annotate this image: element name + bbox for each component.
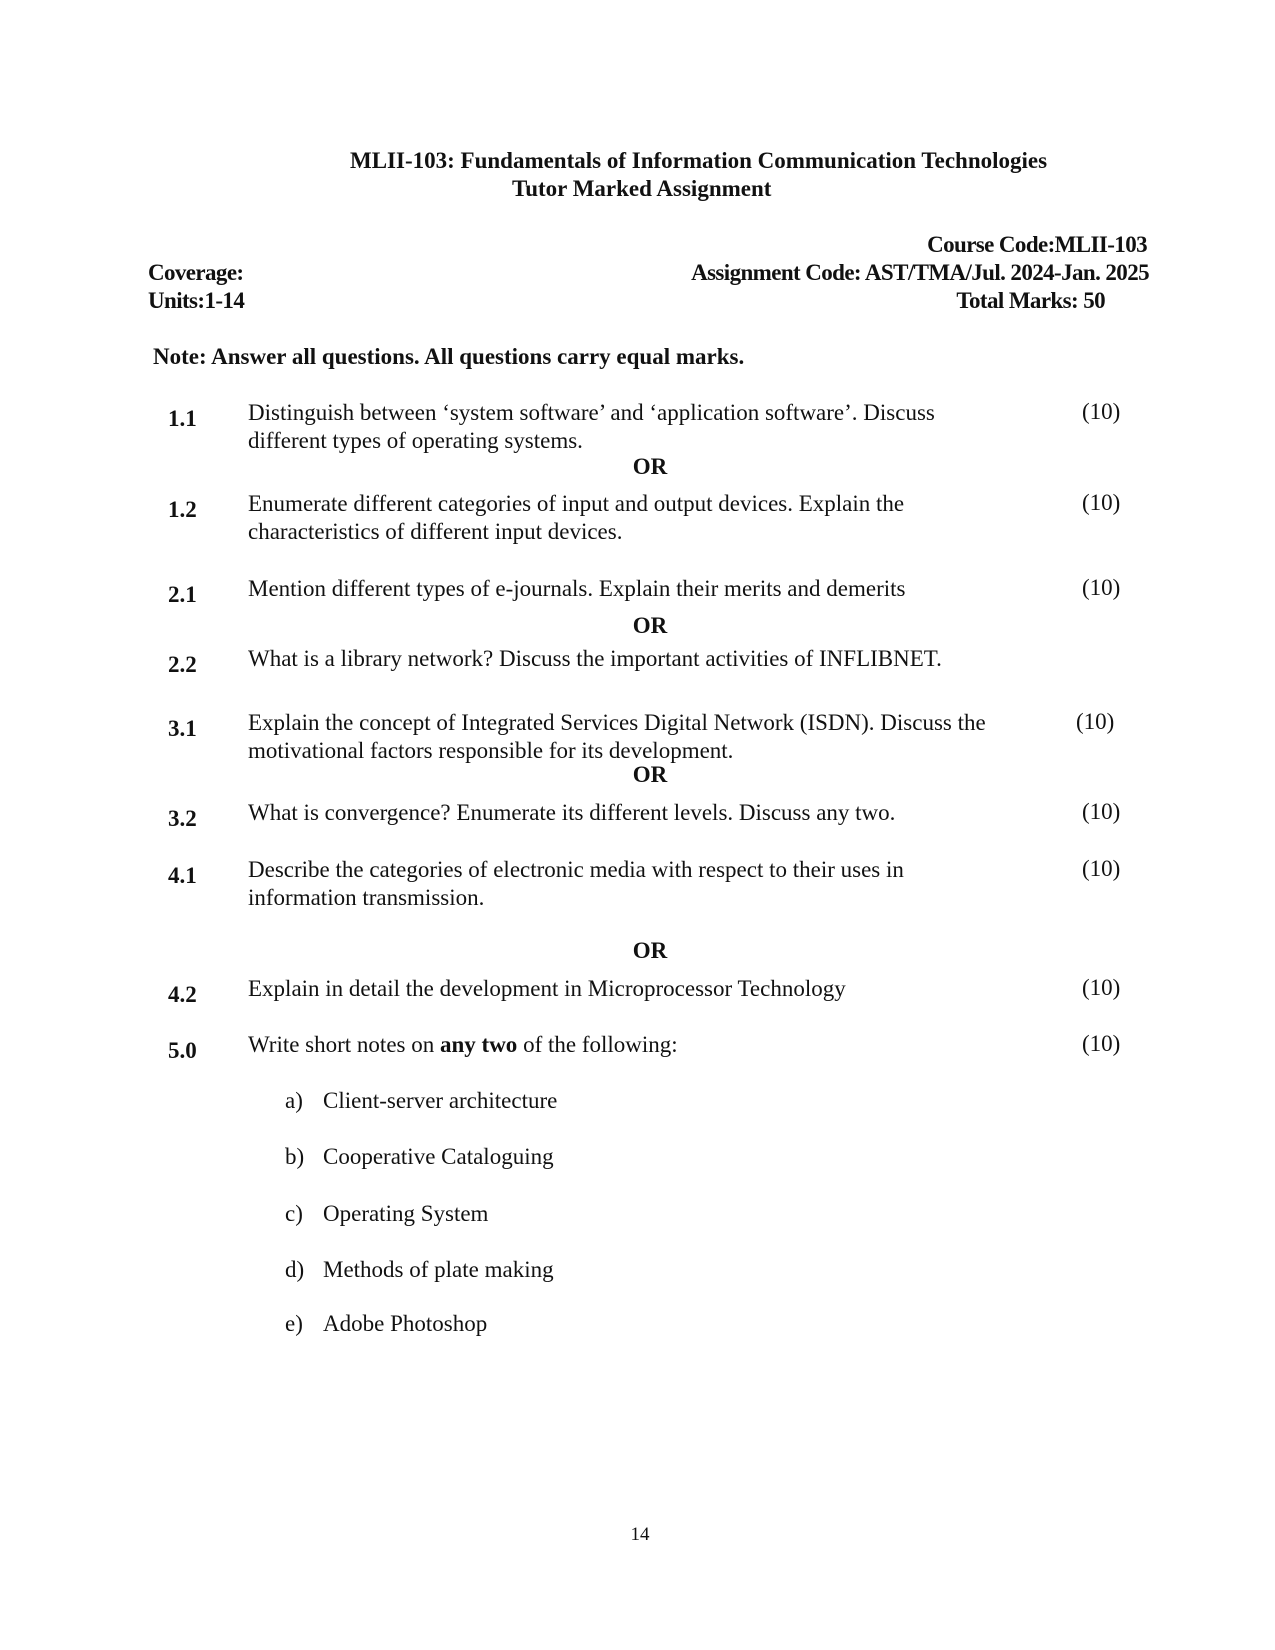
total-marks: Total Marks: 50 bbox=[956, 288, 1105, 313]
question-marks: (10) bbox=[1082, 1031, 1121, 1056]
question-line: Explain in detail the development in Microprocessor Technology bbox=[248, 976, 846, 1001]
question-number: 1.2 bbox=[168, 497, 197, 522]
question-text bbox=[248, 856, 1048, 912]
question-text-part: Write short notes on bbox=[248, 1032, 440, 1057]
question-text-part: of the following: bbox=[517, 1032, 678, 1057]
question-line: characteristics of different input devices. bbox=[248, 519, 623, 544]
question-line: What is convergence? Enumerate its different levels. Discuss any two. bbox=[248, 800, 896, 825]
instructions-note: Note: Answer all questions. All questions carry equal marks. bbox=[153, 344, 745, 369]
option-text: Operating System bbox=[323, 1201, 489, 1226]
question-number: 5.0 bbox=[168, 1038, 197, 1063]
or-divider: OR bbox=[632, 454, 668, 479]
question-marks: (10) bbox=[1082, 575, 1121, 600]
option-text: Adobe Photoshop bbox=[323, 1311, 488, 1336]
page-number: 14 bbox=[630, 1524, 650, 1545]
question-number: 2.2 bbox=[168, 652, 197, 677]
question-line: Mention different types of e-journals. Explain their merits and demerits bbox=[248, 576, 906, 601]
question-text-emphasis: any two bbox=[440, 1032, 518, 1057]
question-number: 3.2 bbox=[168, 806, 197, 831]
question-marks: (10) bbox=[1076, 709, 1115, 734]
units-label: Units:1-14 bbox=[148, 288, 245, 313]
option-letter: c) bbox=[285, 1201, 303, 1226]
option-letter: b) bbox=[285, 1144, 305, 1169]
or-divider: OR bbox=[632, 613, 668, 638]
question-marks: (10) bbox=[1082, 399, 1121, 424]
question-line: What is a library network? Discuss the important activities of INFLIBNET. bbox=[248, 646, 942, 671]
question-text bbox=[248, 799, 1048, 827]
question-text bbox=[248, 575, 1048, 603]
course-code: Course Code:MLII-103 bbox=[927, 232, 1147, 257]
or-divider: OR bbox=[632, 938, 668, 963]
question-text bbox=[248, 975, 1048, 1003]
option-letter: e) bbox=[285, 1311, 303, 1336]
question-marks: (10) bbox=[1082, 975, 1121, 1000]
option-text: Cooperative Cataloguing bbox=[323, 1144, 554, 1169]
option-text: Client-server architecture bbox=[323, 1088, 558, 1113]
or-divider: OR bbox=[632, 762, 668, 787]
question-number: 2.1 bbox=[168, 582, 197, 607]
coverage-label: Coverage: bbox=[148, 260, 244, 285]
question-line: information transmission. bbox=[248, 885, 485, 910]
question-text bbox=[248, 709, 1048, 765]
document-title: MLII-103: Fundamentals of Information Communication Technologies bbox=[350, 148, 1048, 173]
question-text bbox=[248, 645, 1048, 673]
question-line: Describe the categories of electronic media with respect to their uses in bbox=[248, 857, 904, 882]
question-number: 3.1 bbox=[168, 716, 197, 741]
question-line: motivational factors responsible for its development. bbox=[248, 738, 734, 763]
question-number: 1.1 bbox=[168, 406, 197, 431]
option-letter: d) bbox=[285, 1257, 305, 1282]
question-text bbox=[248, 1031, 1048, 1059]
question-line: Explain the concept of Integrated Services Digital Network (ISDN). Discuss the bbox=[248, 710, 986, 735]
question-line: different types of operating systems. bbox=[248, 428, 583, 453]
question-marks: (10) bbox=[1082, 856, 1121, 881]
question-number: 4.1 bbox=[168, 863, 197, 888]
question-line: Enumerate different categories of input and output devices. Explain the bbox=[248, 491, 905, 516]
option-text: Methods of plate making bbox=[323, 1257, 554, 1282]
question-text bbox=[248, 490, 1048, 546]
question-number: 4.2 bbox=[168, 982, 197, 1007]
question-line: Distinguish between ‘system software’ and ‘application software’. Discuss bbox=[248, 400, 935, 425]
question-marks: (10) bbox=[1082, 799, 1121, 824]
assignment-code: Assignment Code: AST/TMA/Jul. 2024-Jan. 2025 bbox=[691, 260, 1149, 285]
question-marks: (10) bbox=[1082, 490, 1121, 515]
option-letter: a) bbox=[285, 1088, 303, 1113]
document-subtitle: Tutor Marked Assignment bbox=[512, 176, 772, 201]
question-text bbox=[248, 399, 1048, 455]
